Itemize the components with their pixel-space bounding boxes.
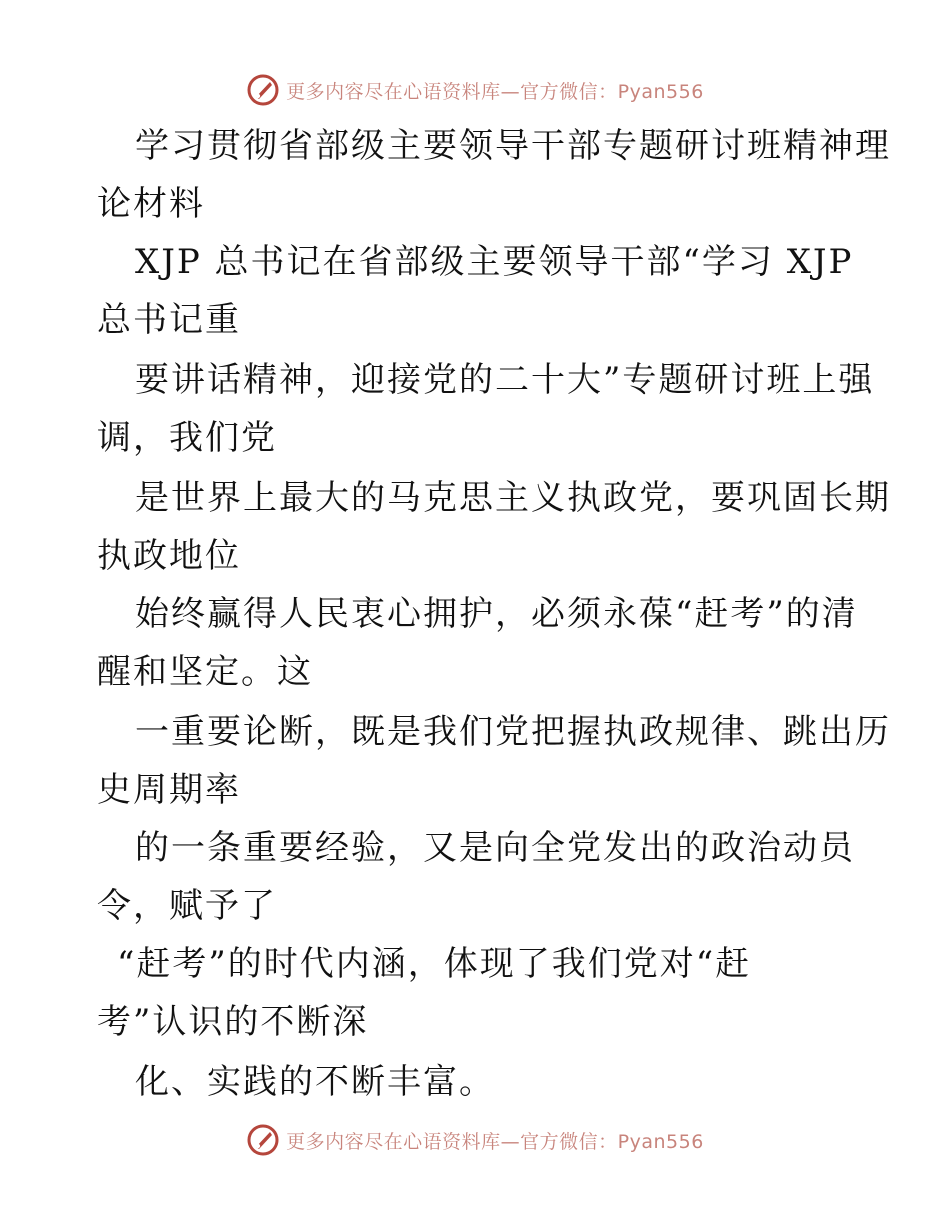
text-line: 是世界上最大的马克思主义执政党，要巩固长期	[135, 478, 891, 518]
text-line: 始终赢得人民衷心拥护，必须永葆“赶考”的清	[135, 594, 858, 634]
header-watermark	[0, 70, 950, 110]
text-line: 执政地位	[97, 536, 241, 576]
footer-watermark	[0, 1120, 950, 1160]
text-line: 令，赋予了	[97, 886, 277, 926]
text-line: 一重要论断，既是我们党把握执政规律、跳出历	[135, 712, 891, 752]
text-line: 的一条重要经验，又是向全党发出的政治动员	[135, 828, 855, 868]
text-line: 要讲话精神，迎接党的二十大”专题研讨班上强	[135, 360, 875, 400]
text-line: 史周期率	[97, 770, 241, 810]
watermark-text: 更多内容尽在心语资料库—官方微信：Pyan556	[286, 1130, 704, 1153]
text-line: 调，我们党	[97, 418, 277, 458]
text-line: XJP 总书记在省部级主要领导干部“学习 XJP	[135, 242, 854, 282]
text-line: 醒和坚定。这	[97, 652, 313, 692]
text-line: 考”认识的不断深	[97, 1002, 369, 1042]
text-line: 化、实践的不断丰富。	[135, 1062, 495, 1102]
quill-logo-icon	[246, 73, 280, 107]
text-line: 学习贯彻省部级主要领导干部专题研讨班精神理	[135, 126, 891, 166]
text-line: 总书记重	[97, 300, 241, 340]
text-line: 论材料	[97, 184, 205, 224]
text-line: “赶考”的时代内涵，体现了我们党对“赶	[117, 944, 752, 984]
watermark-text: 更多内容尽在心语资料库—官方微信：Pyan556	[286, 80, 704, 103]
quill-logo-icon	[246, 1123, 280, 1157]
